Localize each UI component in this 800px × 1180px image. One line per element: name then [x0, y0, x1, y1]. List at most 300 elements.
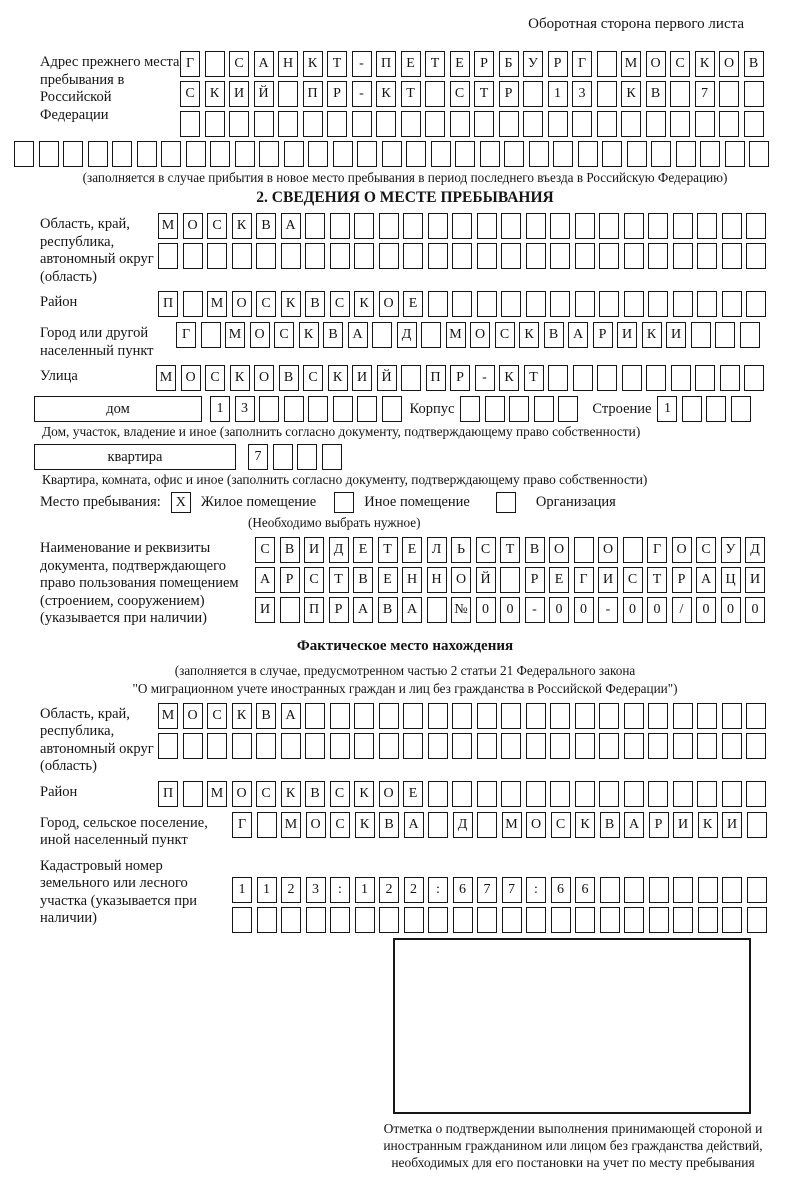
char-cell[interactable]: [673, 291, 693, 317]
char-cell[interactable]: Р: [329, 597, 349, 623]
char-cell[interactable]: [354, 243, 374, 269]
char-cell[interactable]: А: [255, 567, 275, 593]
char-cell[interactable]: О: [232, 781, 252, 807]
char-cell[interactable]: [698, 877, 718, 903]
char-cell[interactable]: [746, 703, 766, 729]
char-cell[interactable]: [428, 243, 448, 269]
char-cell[interactable]: 3: [306, 877, 326, 903]
char-cell[interactable]: О: [183, 703, 203, 729]
char-cell[interactable]: М: [281, 812, 301, 838]
char-cell[interactable]: К: [695, 51, 715, 77]
char-cell[interactable]: [700, 141, 720, 167]
char-cell[interactable]: [428, 812, 448, 838]
char-cell[interactable]: [747, 877, 767, 903]
char-cell[interactable]: [183, 733, 203, 759]
char-cell[interactable]: [333, 141, 353, 167]
char-cell[interactable]: [624, 877, 644, 903]
char-cell[interactable]: [501, 781, 521, 807]
char-cell[interactable]: М: [158, 213, 178, 239]
char-cell[interactable]: [330, 907, 350, 933]
char-cell[interactable]: [600, 907, 620, 933]
char-cell[interactable]: Т: [401, 81, 421, 107]
char-cell[interactable]: 0: [721, 597, 741, 623]
char-cell[interactable]: [257, 907, 277, 933]
char-cell[interactable]: К: [621, 81, 641, 107]
char-cell[interactable]: П: [426, 365, 446, 391]
char-cell[interactable]: [330, 213, 350, 239]
char-cell[interactable]: [428, 781, 448, 807]
char-cell[interactable]: [401, 111, 421, 137]
char-cell[interactable]: Т: [327, 51, 347, 77]
char-cell[interactable]: [624, 703, 644, 729]
char-cell[interactable]: [305, 703, 325, 729]
char-cell[interactable]: 0: [574, 597, 594, 623]
char-cell[interactable]: [256, 243, 276, 269]
char-cell[interactable]: [744, 365, 764, 391]
char-cell[interactable]: [697, 781, 717, 807]
char-cell[interactable]: К: [232, 703, 252, 729]
char-cell[interactable]: [749, 141, 769, 167]
char-cell[interactable]: 2: [281, 877, 301, 903]
char-cell[interactable]: [746, 781, 766, 807]
char-cell[interactable]: О: [254, 365, 274, 391]
char-cell[interactable]: [421, 322, 441, 348]
char-cell[interactable]: :: [330, 877, 350, 903]
char-cell[interactable]: К: [230, 365, 250, 391]
char-cell[interactable]: 7: [502, 877, 522, 903]
char-cell[interactable]: [183, 291, 203, 317]
char-cell[interactable]: [575, 291, 595, 317]
char-cell[interactable]: [526, 291, 546, 317]
char-cell[interactable]: О: [470, 322, 490, 348]
char-cell[interactable]: [673, 733, 693, 759]
char-cell[interactable]: [452, 213, 472, 239]
char-cell[interactable]: [722, 877, 742, 903]
char-cell[interactable]: [697, 243, 717, 269]
char-cell[interactable]: 3: [572, 81, 592, 107]
char-cell[interactable]: Р: [327, 81, 347, 107]
char-cell[interactable]: [575, 907, 595, 933]
char-cell[interactable]: [599, 291, 619, 317]
char-cell[interactable]: [305, 733, 325, 759]
char-cell[interactable]: С: [274, 322, 294, 348]
char-cell[interactable]: [485, 396, 505, 422]
char-cell[interactable]: [722, 907, 742, 933]
char-cell[interactable]: [281, 243, 301, 269]
char-cell[interactable]: /: [672, 597, 692, 623]
char-cell[interactable]: -: [525, 597, 545, 623]
char-cell[interactable]: [698, 907, 718, 933]
char-cell[interactable]: [205, 51, 225, 77]
char-cell[interactable]: М: [207, 781, 227, 807]
char-cell[interactable]: 2: [404, 877, 424, 903]
char-cell[interactable]: [747, 812, 767, 838]
char-cell[interactable]: [201, 322, 221, 348]
char-cell[interactable]: [501, 291, 521, 317]
char-cell[interactable]: М: [502, 812, 522, 838]
char-cell[interactable]: Р: [672, 567, 692, 593]
char-cell[interactable]: [183, 781, 203, 807]
char-cell[interactable]: [305, 243, 325, 269]
char-cell[interactable]: [500, 567, 520, 593]
char-cell[interactable]: [460, 396, 480, 422]
char-cell[interactable]: [529, 141, 549, 167]
char-cell[interactable]: Е: [402, 537, 422, 563]
char-cell[interactable]: [501, 243, 521, 269]
char-cell[interactable]: С: [207, 213, 227, 239]
char-cell[interactable]: [158, 733, 178, 759]
char-cell[interactable]: [697, 291, 717, 317]
char-cell[interactable]: Г: [574, 567, 594, 593]
char-cell[interactable]: [600, 877, 620, 903]
char-cell[interactable]: [523, 81, 543, 107]
char-cell[interactable]: К: [328, 365, 348, 391]
char-cell[interactable]: О: [598, 537, 618, 563]
char-cell[interactable]: Й: [377, 365, 397, 391]
char-cell[interactable]: Л: [427, 537, 447, 563]
char-cell[interactable]: [599, 733, 619, 759]
stay-type-checkbox-residential[interactable]: X: [171, 492, 191, 513]
char-cell[interactable]: С: [623, 567, 643, 593]
char-cell[interactable]: Р: [525, 567, 545, 593]
char-cell[interactable]: О: [526, 812, 546, 838]
char-cell[interactable]: [308, 396, 328, 422]
char-cell[interactable]: [578, 141, 598, 167]
char-cell[interactable]: [720, 365, 740, 391]
char-cell[interactable]: Г: [176, 322, 196, 348]
char-cell[interactable]: А: [568, 322, 588, 348]
char-cell[interactable]: С: [696, 537, 716, 563]
char-cell[interactable]: [697, 733, 717, 759]
char-cell[interactable]: [431, 141, 451, 167]
char-cell[interactable]: [597, 365, 617, 391]
char-cell[interactable]: [575, 213, 595, 239]
char-cell[interactable]: 1: [257, 877, 277, 903]
char-cell[interactable]: [453, 907, 473, 933]
char-cell[interactable]: Д: [745, 537, 765, 563]
char-cell[interactable]: [648, 213, 668, 239]
char-cell[interactable]: 6: [575, 877, 595, 903]
char-cell[interactable]: С: [450, 81, 470, 107]
char-cell[interactable]: №: [451, 597, 471, 623]
char-cell[interactable]: [526, 733, 546, 759]
char-cell[interactable]: [88, 141, 108, 167]
char-cell[interactable]: [477, 291, 497, 317]
char-cell[interactable]: [355, 907, 375, 933]
char-cell[interactable]: [427, 597, 447, 623]
char-cell[interactable]: [651, 141, 671, 167]
char-cell[interactable]: [428, 213, 448, 239]
char-cell[interactable]: И: [745, 567, 765, 593]
char-cell[interactable]: [648, 291, 668, 317]
char-cell[interactable]: [572, 111, 592, 137]
char-cell[interactable]: Й: [476, 567, 496, 593]
char-cell[interactable]: 1: [210, 396, 230, 422]
char-cell[interactable]: 0: [696, 597, 716, 623]
char-cell[interactable]: [624, 781, 644, 807]
char-cell[interactable]: [254, 111, 274, 137]
char-cell[interactable]: [746, 213, 766, 239]
char-cell[interactable]: К: [642, 322, 662, 348]
char-cell[interactable]: [509, 396, 529, 422]
char-cell[interactable]: [401, 365, 421, 391]
char-cell[interactable]: [722, 733, 742, 759]
char-cell[interactable]: [452, 243, 472, 269]
char-cell[interactable]: В: [280, 537, 300, 563]
char-cell[interactable]: [673, 781, 693, 807]
char-cell[interactable]: [499, 111, 519, 137]
char-cell[interactable]: К: [232, 213, 252, 239]
char-cell[interactable]: [526, 703, 546, 729]
char-cell[interactable]: [550, 703, 570, 729]
char-cell[interactable]: [526, 243, 546, 269]
stay-type-checkbox-other[interactable]: [334, 492, 354, 513]
char-cell[interactable]: [305, 213, 325, 239]
char-cell[interactable]: С: [551, 812, 571, 838]
char-cell[interactable]: [558, 396, 578, 422]
char-cell[interactable]: Р: [548, 51, 568, 77]
char-cell[interactable]: Е: [401, 51, 421, 77]
char-cell[interactable]: [553, 141, 573, 167]
char-cell[interactable]: Г: [232, 812, 252, 838]
char-cell[interactable]: [599, 243, 619, 269]
char-cell[interactable]: [575, 243, 595, 269]
char-cell[interactable]: [452, 781, 472, 807]
char-cell[interactable]: С: [330, 781, 350, 807]
char-cell[interactable]: 2: [379, 877, 399, 903]
char-cell[interactable]: [403, 733, 423, 759]
char-cell[interactable]: -: [352, 81, 372, 107]
char-cell[interactable]: [327, 111, 347, 137]
char-cell[interactable]: [354, 733, 374, 759]
char-cell[interactable]: [746, 291, 766, 317]
char-cell[interactable]: [39, 141, 59, 167]
char-cell[interactable]: [697, 213, 717, 239]
char-cell[interactable]: 7: [248, 444, 268, 470]
char-cell[interactable]: [526, 781, 546, 807]
char-cell[interactable]: [526, 907, 546, 933]
char-cell[interactable]: [548, 365, 568, 391]
char-cell[interactable]: [428, 733, 448, 759]
char-cell[interactable]: А: [624, 812, 644, 838]
char-cell[interactable]: 1: [232, 877, 252, 903]
char-cell[interactable]: М: [225, 322, 245, 348]
char-cell[interactable]: В: [305, 291, 325, 317]
char-cell[interactable]: [746, 733, 766, 759]
char-cell[interactable]: М: [621, 51, 641, 77]
char-cell[interactable]: [452, 291, 472, 317]
char-cell[interactable]: [646, 111, 666, 137]
char-cell[interactable]: [550, 291, 570, 317]
char-cell[interactable]: О: [379, 781, 399, 807]
char-cell[interactable]: [731, 396, 751, 422]
char-cell[interactable]: [354, 213, 374, 239]
char-cell[interactable]: [352, 111, 372, 137]
char-cell[interactable]: [550, 781, 570, 807]
char-cell[interactable]: [502, 907, 522, 933]
char-cell[interactable]: У: [523, 51, 543, 77]
char-cell[interactable]: [232, 733, 252, 759]
char-cell[interactable]: С: [256, 291, 276, 317]
char-cell[interactable]: [706, 396, 726, 422]
char-cell[interactable]: С: [255, 537, 275, 563]
char-cell[interactable]: [624, 213, 644, 239]
char-cell[interactable]: [281, 733, 301, 759]
char-cell[interactable]: Г: [572, 51, 592, 77]
char-cell[interactable]: К: [354, 291, 374, 317]
char-cell[interactable]: [278, 81, 298, 107]
char-cell[interactable]: Е: [549, 567, 569, 593]
char-cell[interactable]: [599, 703, 619, 729]
char-cell[interactable]: [548, 111, 568, 137]
char-cell[interactable]: [673, 907, 693, 933]
char-cell[interactable]: Н: [427, 567, 447, 593]
char-cell[interactable]: [180, 111, 200, 137]
char-cell[interactable]: К: [281, 781, 301, 807]
char-cell[interactable]: [682, 396, 702, 422]
char-cell[interactable]: А: [281, 213, 301, 239]
char-cell[interactable]: [670, 81, 690, 107]
char-cell[interactable]: Р: [499, 81, 519, 107]
char-cell[interactable]: [722, 291, 742, 317]
char-cell[interactable]: О: [232, 291, 252, 317]
char-cell[interactable]: А: [402, 597, 422, 623]
char-cell[interactable]: [330, 243, 350, 269]
char-cell[interactable]: 0: [500, 597, 520, 623]
char-cell[interactable]: [330, 703, 350, 729]
char-cell[interactable]: [744, 111, 764, 137]
char-cell[interactable]: [747, 907, 767, 933]
char-cell[interactable]: В: [379, 812, 399, 838]
char-cell[interactable]: Т: [524, 365, 544, 391]
char-cell[interactable]: Р: [474, 51, 494, 77]
char-cell[interactable]: [205, 111, 225, 137]
char-cell[interactable]: -: [475, 365, 495, 391]
char-cell[interactable]: [550, 733, 570, 759]
char-cell[interactable]: [354, 703, 374, 729]
char-cell[interactable]: [257, 812, 277, 838]
char-cell[interactable]: П: [376, 51, 396, 77]
char-cell[interactable]: [382, 396, 402, 422]
char-cell[interactable]: 0: [549, 597, 569, 623]
char-cell[interactable]: Й: [254, 81, 274, 107]
char-cell[interactable]: [297, 444, 317, 470]
char-cell[interactable]: К: [575, 812, 595, 838]
char-cell[interactable]: Т: [425, 51, 445, 77]
char-cell[interactable]: И: [229, 81, 249, 107]
char-cell[interactable]: У: [721, 537, 741, 563]
char-cell[interactable]: [646, 365, 666, 391]
char-cell[interactable]: П: [304, 597, 324, 623]
char-cell[interactable]: Е: [450, 51, 470, 77]
char-cell[interactable]: [624, 733, 644, 759]
char-cell[interactable]: О: [250, 322, 270, 348]
char-cell[interactable]: [477, 733, 497, 759]
char-cell[interactable]: К: [499, 365, 519, 391]
char-cell[interactable]: В: [646, 81, 666, 107]
char-cell[interactable]: П: [158, 291, 178, 317]
char-cell[interactable]: [597, 81, 617, 107]
char-cell[interactable]: [357, 396, 377, 422]
char-cell[interactable]: Б: [499, 51, 519, 77]
char-cell[interactable]: С: [476, 537, 496, 563]
char-cell[interactable]: К: [299, 322, 319, 348]
char-cell[interactable]: Г: [180, 51, 200, 77]
char-cell[interactable]: [372, 322, 392, 348]
char-cell[interactable]: О: [306, 812, 326, 838]
char-cell[interactable]: С: [303, 365, 323, 391]
char-cell[interactable]: И: [352, 365, 372, 391]
char-cell[interactable]: О: [181, 365, 201, 391]
char-cell[interactable]: [501, 703, 521, 729]
char-cell[interactable]: В: [544, 322, 564, 348]
char-cell[interactable]: [379, 703, 399, 729]
char-cell[interactable]: [648, 703, 668, 729]
char-cell[interactable]: С: [330, 291, 350, 317]
char-cell[interactable]: [624, 291, 644, 317]
char-cell[interactable]: [523, 111, 543, 137]
char-cell[interactable]: [284, 396, 304, 422]
char-cell[interactable]: П: [303, 81, 323, 107]
char-cell[interactable]: К: [519, 322, 539, 348]
char-cell[interactable]: [306, 907, 326, 933]
char-cell[interactable]: [550, 213, 570, 239]
char-cell[interactable]: Д: [453, 812, 473, 838]
char-cell[interactable]: М: [156, 365, 176, 391]
char-cell[interactable]: К: [354, 781, 374, 807]
char-cell[interactable]: [207, 733, 227, 759]
char-cell[interactable]: :: [428, 877, 448, 903]
char-cell[interactable]: О: [183, 213, 203, 239]
char-cell[interactable]: К: [205, 81, 225, 107]
char-cell[interactable]: [450, 111, 470, 137]
char-cell[interactable]: [322, 444, 342, 470]
char-cell[interactable]: А: [696, 567, 716, 593]
char-cell[interactable]: В: [378, 597, 398, 623]
char-cell[interactable]: И: [598, 567, 618, 593]
char-cell[interactable]: [477, 907, 497, 933]
char-cell[interactable]: [232, 243, 252, 269]
char-cell[interactable]: [278, 111, 298, 137]
char-cell[interactable]: [670, 111, 690, 137]
char-cell[interactable]: [477, 243, 497, 269]
char-cell[interactable]: [574, 537, 594, 563]
char-cell[interactable]: [161, 141, 181, 167]
char-cell[interactable]: [210, 141, 230, 167]
char-cell[interactable]: Е: [353, 537, 373, 563]
char-cell[interactable]: [379, 213, 399, 239]
char-cell[interactable]: [599, 781, 619, 807]
char-cell[interactable]: [725, 141, 745, 167]
char-cell[interactable]: [624, 243, 644, 269]
char-cell[interactable]: К: [698, 812, 718, 838]
char-cell[interactable]: Н: [278, 51, 298, 77]
char-cell[interactable]: 0: [476, 597, 496, 623]
char-cell[interactable]: [501, 213, 521, 239]
char-cell[interactable]: [259, 141, 279, 167]
char-cell[interactable]: [526, 213, 546, 239]
char-cell[interactable]: С: [180, 81, 200, 107]
char-cell[interactable]: А: [348, 322, 368, 348]
char-cell[interactable]: Р: [450, 365, 470, 391]
char-cell[interactable]: К: [281, 291, 301, 317]
char-cell[interactable]: [379, 907, 399, 933]
char-cell[interactable]: И: [304, 537, 324, 563]
char-cell[interactable]: [256, 733, 276, 759]
char-cell[interactable]: В: [305, 781, 325, 807]
char-cell[interactable]: М: [446, 322, 466, 348]
char-cell[interactable]: [501, 733, 521, 759]
